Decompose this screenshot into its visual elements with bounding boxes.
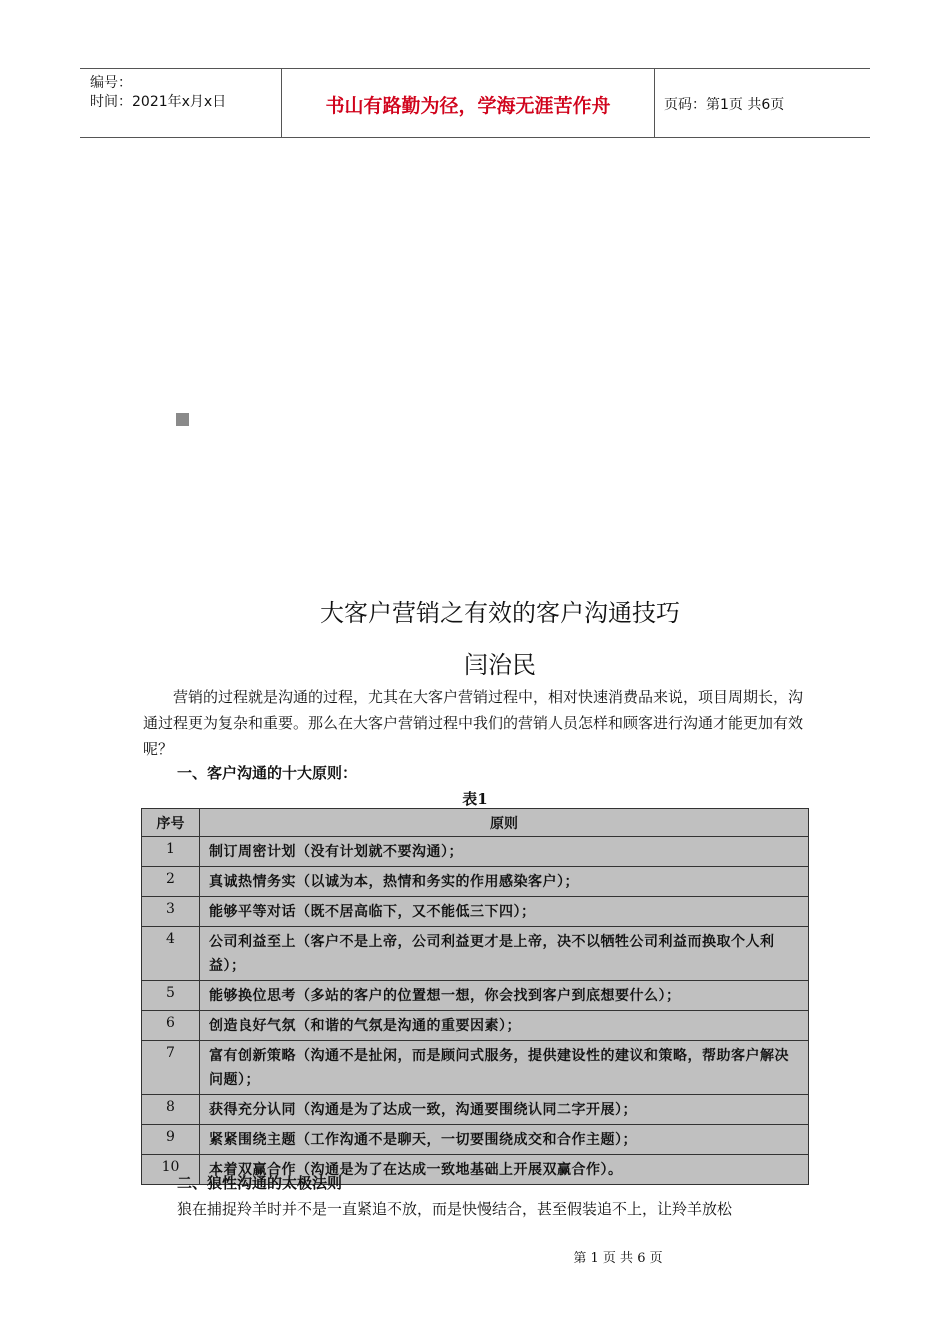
row-principle: 制订周密计划（没有计划就不要沟通）； bbox=[200, 837, 809, 867]
table-row bbox=[142, 1041, 809, 1095]
row-number: 5 bbox=[142, 981, 200, 1011]
row-number: 3 bbox=[142, 897, 200, 927]
header-meta-cell bbox=[80, 69, 280, 137]
header-motto: 书山有路勤为径，学海无涯苦作舟 bbox=[325, 95, 611, 117]
row-number: 10 bbox=[142, 1155, 200, 1185]
page-header bbox=[80, 68, 870, 138]
row-number: 8 bbox=[142, 1095, 200, 1125]
row-number: 1 bbox=[142, 837, 200, 867]
page-footer: 第 1 页 共 6 页 bbox=[573, 1251, 663, 1266]
document-author: 闫治民 bbox=[464, 651, 536, 679]
row-number: 9 bbox=[142, 1125, 200, 1155]
column-header-no: 序号 bbox=[142, 809, 200, 837]
table-caption: 表1 bbox=[462, 790, 488, 808]
intro-paragraph bbox=[143, 684, 811, 762]
column-header-principle: 原则 bbox=[200, 809, 809, 837]
row-principle: 真诚热情务实（以诚为本，热情和务实的作用感染客户）； bbox=[200, 867, 809, 897]
row-number: 7 bbox=[142, 1041, 200, 1095]
document-title: 大客户营销之有效的客户沟通技巧 bbox=[320, 599, 680, 627]
header-motto-cell bbox=[281, 69, 655, 137]
table-row bbox=[142, 867, 809, 897]
table-row bbox=[142, 1125, 809, 1155]
table-header-row bbox=[142, 809, 809, 837]
row-number: 6 bbox=[142, 1011, 200, 1041]
table-row bbox=[142, 897, 809, 927]
table-row bbox=[142, 1095, 809, 1125]
section2-heading: 二、狼性沟通的太极法则 bbox=[177, 1174, 343, 1192]
row-principle: 获得充分认同（沟通是为了达成一致，沟通要围绕认同二字开展）； bbox=[200, 1095, 809, 1125]
principles-table bbox=[141, 808, 809, 1185]
row-principle: 能够平等对话（既不居高临下，又不能低三下四）； bbox=[200, 897, 809, 927]
row-principle: 公司利益至上（客户不是上帝，公司利益更才是上帝，决不以牺牲公司利益而换取个人利益）； bbox=[200, 927, 809, 981]
row-principle: 本着双赢合作（沟通是为了在达成一致地基础上开展双赢合作）。 bbox=[200, 1155, 809, 1185]
table-row bbox=[142, 1011, 809, 1041]
section2-paragraph bbox=[143, 1196, 811, 1222]
table-row bbox=[142, 981, 809, 1011]
intro-text: 营销的过程就是沟通的过程，尤其在大客户营销过程中，相对快速消费品来说，项目周期长，沟通过程更为复杂和重要。那么在大客户营销过程中我们的营销人员怎样和顾客进行沟通才能更加有效呢？ bbox=[143, 688, 804, 758]
document-time-label: 时间：2021年x月x日 bbox=[90, 94, 227, 110]
section1-heading: 一、客户沟通的十大原则： bbox=[177, 764, 358, 782]
row-number: 2 bbox=[142, 867, 200, 897]
row-principle: 富有创新策略（沟通不是扯闲，而是顾问式服务，提供建设性的建议和策略，帮助客户解决问题）； bbox=[200, 1041, 809, 1095]
table-row bbox=[142, 927, 809, 981]
header-page-info: 页码：第1页 共6页 bbox=[664, 97, 785, 113]
row-principle: 能够换位思考（多站的客户的位置想一想，你会找到客户到底想要什么）； bbox=[200, 981, 809, 1011]
section2-text: 狼在捕捉羚羊时并不是一直紧追不放，而是快慢结合，甚至假装追不上，让羚羊放松 bbox=[177, 1200, 733, 1218]
table-row bbox=[142, 837, 809, 867]
row-number: 4 bbox=[142, 927, 200, 981]
document-number-label: 编号： bbox=[90, 75, 132, 91]
header-page-cell bbox=[654, 69, 870, 137]
row-principle: 创造良好气氛（和谐的气氛是沟通的重要因素）； bbox=[200, 1011, 809, 1041]
row-principle: 紧紧围绕主题（工作沟通不是聊天，一切要围绕成交和合作主题）； bbox=[200, 1125, 809, 1155]
square-bullet-icon bbox=[176, 413, 189, 426]
